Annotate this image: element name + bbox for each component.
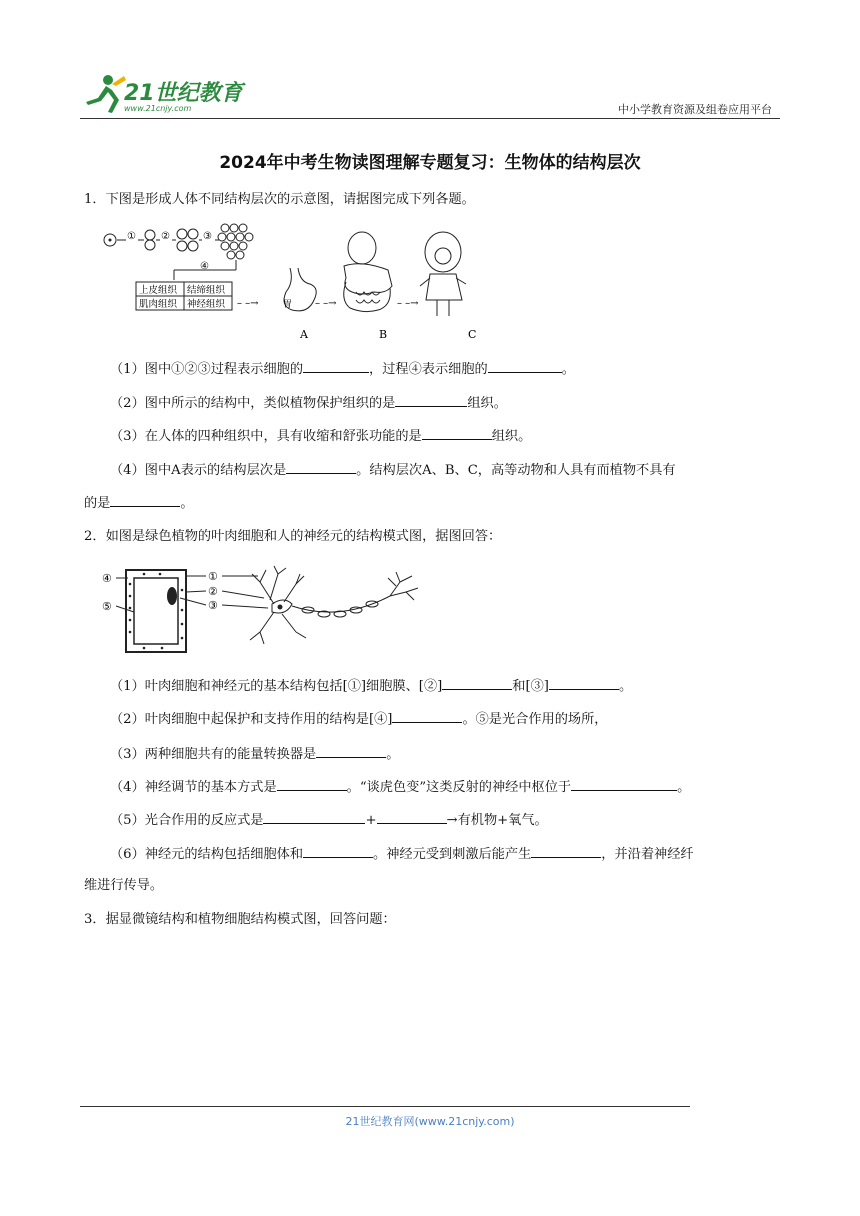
q2-sub2: （2）叶肉细胞中起保护和支持作用的结构是[④] 。⑤是光合作用的场所， — [110, 708, 608, 730]
blank[interactable] — [488, 358, 562, 373]
q1-sub2: （2）图中所示的结构中，类似植物保护组织的是 组织。 — [110, 392, 507, 414]
blank[interactable] — [286, 459, 356, 474]
blank[interactable] — [110, 492, 180, 507]
header-divider — [80, 118, 780, 119]
logo-runner-icon — [78, 72, 130, 116]
organ-stomach-label: 胃 — [283, 300, 293, 310]
q2-sub5: （5）光合作用的反应式是 + →有机物+氧气。 — [110, 809, 548, 831]
q2-stem: 2．如图是绿色植物的叶肉细胞和人的神经元的结构模式图，据图回答： — [84, 529, 502, 544]
step-1-label: ① — [127, 231, 136, 242]
tissue-nervous: 神经组织 — [187, 299, 226, 310]
q1-sub4: （4）图中A表示的结构层次是 。结构层次A、B、C，高等动物和人具有而植物不具有 — [110, 459, 676, 481]
q2-sub3: （3）两种细胞共有的能量转换器是 。 — [110, 743, 399, 765]
q2-sub4: （4）神经调节的基本方式是 。“谈虎色变”这类反射的神经中枢位于 。 — [110, 776, 690, 798]
logo-text: 21世纪教育 — [124, 81, 243, 106]
platform-label: 中小学教育资源及组卷应用平台 — [618, 103, 772, 116]
q1-stem: 1．下图是形成人体不同结构层次的示意图，请据图完成下列各题。 — [84, 192, 475, 207]
blank[interactable] — [316, 743, 386, 758]
q1-sub3: （3）在人体的四种组织中，具有收缩和舒张功能的是 组织。 — [110, 425, 531, 447]
q2-figure — [100, 562, 430, 658]
fig-label-3: ③ — [208, 599, 218, 612]
fig-label-1: ① — [208, 570, 218, 583]
blank[interactable] — [277, 776, 347, 791]
fig-label-4: ④ — [102, 572, 112, 585]
label-c: C — [468, 328, 477, 341]
logo — [78, 70, 248, 120]
svg-text:– –→: – –→ — [315, 298, 337, 309]
blank[interactable] — [263, 809, 365, 824]
logo-url: www.21cnjy.com — [124, 104, 192, 113]
q3-stem: 3．据显微镜结构和植物细胞结构模式图，回答问题： — [84, 912, 396, 927]
svg-text:– –→: – –→ — [237, 298, 259, 309]
tissue-muscle: 肌肉组织 — [139, 299, 178, 310]
step-4-label: ④ — [200, 261, 209, 272]
fig-label-5: ⑤ — [102, 600, 112, 613]
blank[interactable] — [303, 843, 373, 858]
q1-figure — [100, 222, 490, 344]
step-2-label: ② — [161, 231, 170, 242]
blank[interactable] — [395, 392, 467, 407]
label-b: B — [379, 328, 388, 341]
step-3-label: ③ — [203, 231, 212, 242]
fig-label-2: ② — [208, 585, 218, 598]
tissue-connective: 结缔组织 — [187, 285, 226, 296]
blank[interactable] — [549, 675, 619, 690]
q1-sub1: （1）图中①②③过程表示细胞的 ，过程④表示细胞的 。 — [110, 358, 575, 380]
blank[interactable] — [571, 776, 677, 791]
blank[interactable] — [392, 708, 462, 723]
svg-text:– –→: – –→ — [397, 298, 419, 309]
blank[interactable] — [442, 675, 512, 690]
blank[interactable] — [377, 809, 447, 824]
blank[interactable] — [422, 425, 492, 440]
blank[interactable] — [303, 358, 369, 373]
q2-sub6-cont: 维进行传导。 — [84, 878, 164, 893]
q2-sub6: （6）神经元的结构包括细胞体和 。神经元受到刺激后能产生 ，并沿着神经纤 — [110, 843, 694, 865]
footer-link[interactable]: 21世纪教育网(www.21cnjy.com) — [345, 1115, 515, 1128]
tissue-epithelial: 上皮组织 — [139, 285, 178, 296]
blank[interactable] — [531, 843, 601, 858]
q1-sub4-cont: 的是 。 — [84, 492, 194, 514]
footer-divider — [80, 1106, 690, 1107]
page-title: 2024年中考生物读图理解专题复习：生物体的结构层次 — [219, 153, 641, 173]
label-a: A — [300, 328, 308, 341]
q2-sub1: （1）叶肉细胞和神经元的基本结构包括[①]细胞膜、[②] 和[③] 。 — [110, 675, 632, 697]
